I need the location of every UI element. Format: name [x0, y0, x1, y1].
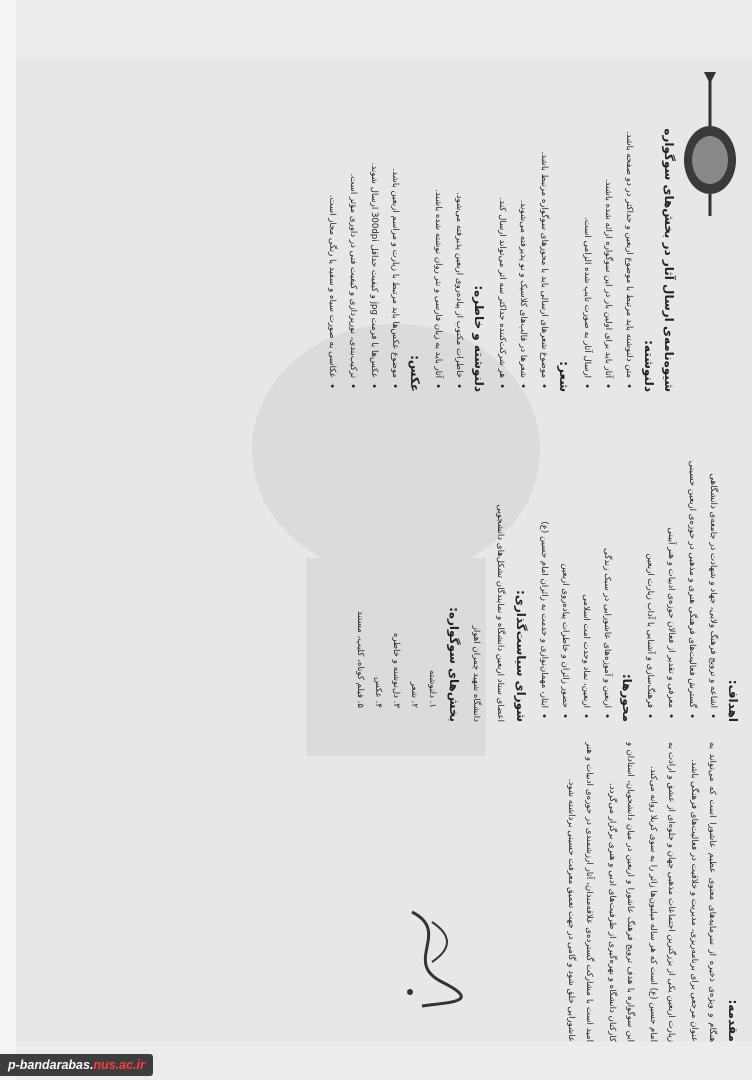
list-item: • متن دلنوشته باید مرتبط با موضوع اربعین و حداکثر در دو صفحه باشد.	[621, 62, 636, 378]
intro-paragraph: امید است با مشارکت گسترده‌ی علاقه‌مندان، آثار ارزشمندی در حوزه‌ی ادبیات و هنر عاشورایی خلق شود و گامی در جهت تعمیق معرفت حسینی برداشته شود.	[566, 742, 594, 1042]
rotated-page-content	[68, 62, 740, 1042]
list-item: • عکس‌ها با فرمت jpg و کیفیت حداقل 300dpi ارسال شوند.	[366, 62, 381, 378]
list-item: • ایثار، مهمان‌نوازی و خدمت به زائران امام حسین (ع)	[536, 412, 551, 708]
site-name: p-bandarabas.	[8, 1058, 94, 1072]
list-item: ۴. عکس	[373, 677, 383, 708]
list-item: • آثار باید به زبان فارسی و نثر روان نوشته شده باشند.	[430, 62, 445, 378]
page-edge	[0, 0, 16, 1080]
council-paragraph: دانشگاه شهید چمران اهواز	[471, 625, 482, 722]
list-item: ۵. فیلم کوتاه، کلیپ، مستند	[355, 610, 365, 708]
goals-heading: اهداف:	[726, 679, 740, 722]
column-intro	[68, 742, 740, 1042]
intro-paragraph: این سوگواره با هدف ترویج فرهنگ عاشورا و اربعین در میان دانشجویان، استادان و کارکنان دانشگاه و بهره‌گیری از ظرفیت‌های ادبی و هنری برگزار می‌گردد.	[607, 742, 635, 1042]
list-item: • حضور زائران و خاطرات پیاده‌روی اربعین	[557, 412, 572, 708]
rules-heading: شیوه‌نامه‌ی ارسال آثار در بخش‌های سوگواره	[662, 128, 676, 392]
list-item: • ارسال آثار به صورت تایپ شده الزامی است.	[579, 62, 594, 378]
list-item: • موضوع عکس‌ها باید مرتبط با زیارت و مراسم اربعین باشد.	[387, 62, 402, 378]
list-item: • هر شرکت‌کننده حداکثر سه اثر می‌تواند ارسال کند.	[494, 62, 509, 378]
list-item: • اربعین، نماد وحدت امت اسلامی	[578, 412, 593, 708]
sections-list	[351, 412, 441, 722]
poem-heading: شعر:	[557, 361, 571, 392]
axes-heading: محورها:	[620, 673, 634, 722]
council-heading: شورای سیاست‌گذاری:	[514, 590, 528, 722]
list-item: • شعرها در قالب‌های کلاسیک و نو پذیرفته می‌شوند.	[515, 62, 530, 378]
site-watermark-badge[interactable]	[0, 1054, 153, 1076]
list-item: • آثار باید برای اولین بار در این سوگواره ارائه شده باشند.	[600, 62, 615, 378]
list-item: • معرفی و تقدیر از فعالان حوزه‌ی ادبیات و هنر آیینی	[663, 412, 678, 708]
memory-heading: دلنوشته و خاطره:	[472, 285, 486, 392]
list-item: ۲. شعر	[409, 681, 419, 708]
top-margin	[16, 0, 752, 58]
list-item: • فرهنگ‌سازی و آشنایی با آداب زیارت اربعین	[642, 412, 657, 708]
list-item: • عکاسی به صورت سیاه و سفید یا رنگی مجاز است.	[324, 62, 339, 378]
intro-heading: مقدمه:	[726, 999, 740, 1042]
list-item: • اربعین و آموزه‌های عاشورایی در سبک زندگی	[599, 412, 614, 708]
site-domain: nus.ac.ir	[93, 1058, 145, 1072]
column-rules	[68, 62, 740, 392]
column-goals	[68, 412, 740, 722]
photo-heading: عکس:	[408, 355, 422, 392]
photo-rules-list	[324, 62, 402, 392]
goals-list	[642, 412, 720, 722]
memory-rules-list	[430, 62, 466, 392]
council-paragraph: اعضای ستاد اربعین دانشگاه و نمایندگان تشکل‌های دانشجویی	[495, 504, 505, 722]
seal-emblem-icon	[680, 70, 740, 220]
poem-rules-list	[494, 62, 551, 392]
list-item: • اشاعه و ترویج فرهنگ ولایی، جهاد و شهادت در جامعه‌ی دانشگاهی	[705, 412, 720, 708]
axes-list	[536, 412, 614, 722]
list-item: • موضوع شعرهای ارسالی باید با محورهای سوگواره مرتبط باشد.	[536, 62, 551, 378]
list-item: ۳. دل‌نوشته و خاطره	[391, 632, 401, 708]
list-item: • ترکیب‌بندی، نورپردازی و کیفیت فنی در داوری مؤثر است.	[345, 62, 360, 378]
intro-paragraph: زیارت اربعین یکی از بزرگترین اجتماعات مذهبی جهان و جلوه‌ای از عشق و ارادت به امام حسین (ع) است که هر ساله میلیون‌ها زائر را به سوی کربلا روانه می‌کند.	[648, 742, 676, 1042]
diary-rules-list	[579, 62, 636, 392]
scanned-document-sheet	[16, 0, 752, 1080]
sections-heading: بخش‌های سوگواره:	[447, 607, 461, 722]
list-item: ۱. دلنوشته	[427, 670, 437, 708]
list-item: • گسترش فعالیت‌های فرهنگی هنری و مذهبی در حوزه‌ی اربعین حسینی	[684, 412, 699, 708]
intro-paragraph: هنگام و ویژه‌ی ذخیره از سرمایه‌های معنوی عظیم عاشورا است که می‌تواند به عنوان مرجعی برای برنامه‌ریزی، مدیریت و خلاقیت در فعالیت‌های فرهنگی باشد.	[689, 742, 717, 1042]
list-item: • خاطرات مکتوب از پیاده‌روی اربعین پذیرفته می‌شود.	[451, 62, 466, 378]
calligraphy-emblem-icon	[388, 902, 472, 1012]
diary-heading: دلنوشته:	[642, 340, 656, 392]
